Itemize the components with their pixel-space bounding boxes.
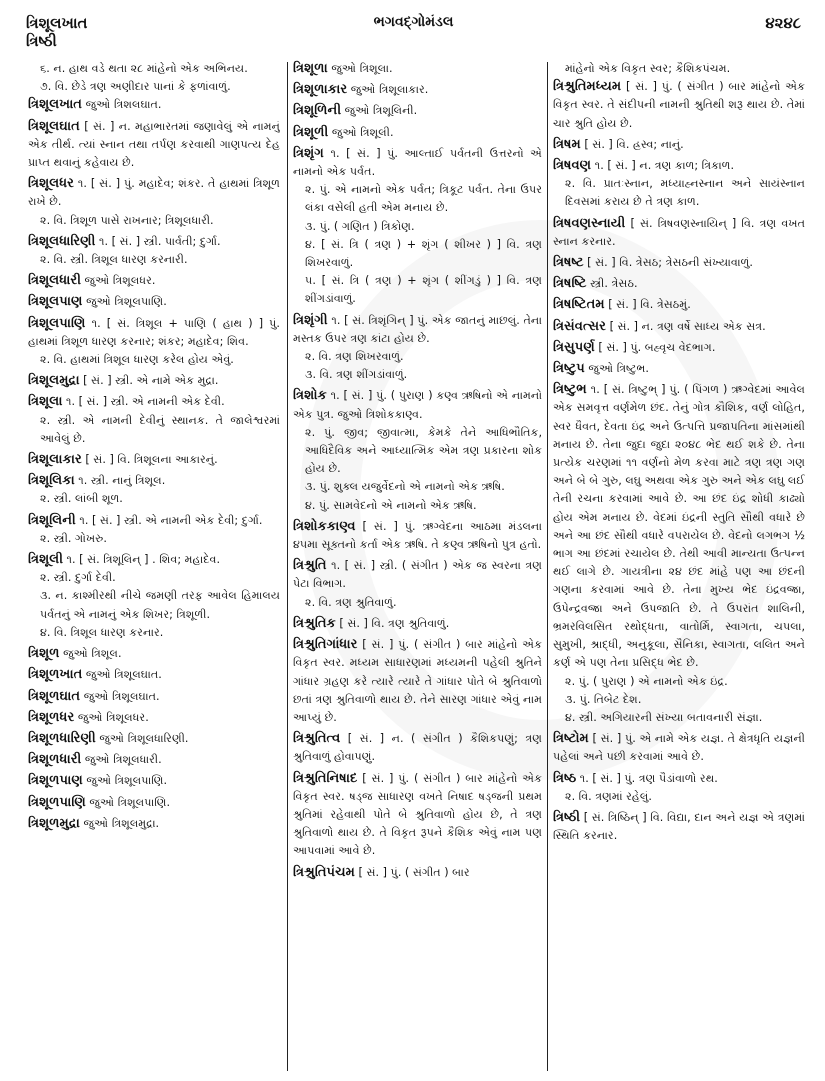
definition: જુઓ ત્રિશૂલધારી. — [81, 753, 162, 767]
dictionary-entry — [553, 730, 805, 766]
dictionary-entry — [293, 864, 542, 882]
headword: ત્રિશૂળી — [293, 124, 329, 140]
definition: જુઓ ત્રિશૂલા. — [327, 62, 393, 75]
headword: ત્રિશ્રુતિમધ્યમ — [553, 79, 622, 95]
dictionary-entry — [28, 451, 280, 469]
entry-first-line — [553, 254, 805, 272]
headword: ત્રિશૂળપાણિ — [28, 794, 86, 810]
dictionary-entry — [293, 124, 542, 142]
definition: [ સં. ] ન. ( સંગીત ) કૈશિકપણું; ત્રણ શ્રુતિવાળું હોવાપણું. — [293, 732, 542, 764]
definition: ૧. સ્ત્રી. નાનું ત્રિશૂલ. — [74, 474, 166, 488]
dictionary-entry — [553, 275, 805, 293]
dictionary-entry — [553, 318, 805, 336]
dictionary-entry — [28, 472, 280, 508]
definition: [ સં. ] વિ. ત્રેસઠમું. — [604, 298, 691, 312]
entry-first-line — [28, 512, 280, 530]
definition: ૧. [ સં. ] પું. આલ્તાઈ પર્વતની ઉત્તરનો એ નામનો એક પર્વત. — [293, 146, 542, 179]
definition: ૧. [ સં. ] સ્ત્રી. ( સંગીત ) એક જ સ્વરના ત્રણ પેટા વિભાગ. — [293, 559, 542, 591]
entry-first-line — [28, 666, 280, 684]
entry-first-line — [553, 339, 805, 357]
entry-first-line — [28, 451, 280, 469]
headword: ત્રિશૂલપાણિ — [28, 315, 86, 331]
sub-sense: ૨. સ્ત્રી. દુર્ગા દેવી. — [40, 571, 116, 585]
entry-first-line — [553, 381, 805, 672]
entry-first-line — [28, 393, 280, 411]
dictionary-entry — [293, 145, 542, 309]
dictionary-entry — [28, 751, 280, 769]
dictionary-entry — [553, 381, 805, 727]
definition: ૧. [ સં. ] પું. ( પુરાણ ) કણ્વ ઋષિનો એ નામનો એક પુત્ર. જુઓ ત્રિશોકકાણ્વ. — [293, 389, 542, 421]
sub-sense: ૪. પું. સામવેદનો એ નામનો એક ઋષિ. — [305, 498, 477, 512]
entry-first-line — [293, 145, 542, 181]
dictionary-entry — [293, 60, 542, 78]
headword: ત્રિશૂળિની — [293, 103, 342, 119]
headword: ત્રિષષ્ટિતમ — [553, 297, 605, 313]
definition: ૧. [ સં. ત્રિષ્ટુભ્ ] પું. ( પિંગળ ) ઋગ્વેદમાં આવેલ એક સમવૃત્ત વર્ણમેળ છંદ. તેનું ગોત્ર કૌશિક, વર્ણ લોહિત, સ્વર ધૈવત, દેવતા ઇંદ્ર અને ઉત્પત્તિ પ્રજાપતિના માંસમાંથી મનાય છે. તેના જુદા જુદા ૨૦૪૮ ભેદ થઈ શકે છે. તેના પ્રત્યેક ચરણમાં ૧૧ વર્ણનો મેળ કરવા માટે ત્રણ ત્રણ ગણ અને બે બે ગુરુ, લઘુ અથવા એક ગુરુ અને એક લઘુ લઈ તેની રચના કરવામાં આવે છે. આ છંદ ઇંદ્ર શોધી કાઢ્યો હોય એમ મનાય છે. વેદમાં ઇંદ્રની સ્તુતિ સૌથી વધારે છે અને આ છંદ સૌથી વધારે વપરાયેલ છે. વેદનો લગભગ ½ ભાગ આ છંદમાં રચાયેલ છે. તેથી આવી માન્યતા ઉત્પન્ન થઈ લાગે છે. ગાયત્રીના ૨૪ છંદ માંહે પણ આ છંદની ગણના કરવામાં આવે છે. તેના મુખ્ય ભેદ ઇંદ્રવજ્રા, ઉપેન્દ્રવજ્રા અને ઉપજાતિ છે. તે ઉપરાંત શાલિની, ભ્રમરવિલસિત રથોદ્ધતા, વાતોર્મિ, સ્વાગતા, ચપલા, સુમુખી, શ્રાદ્ધી, અનુકૂલા, સૈનિકા, સ્વાગતા, લલિત અને કર્ણ એ પણ તેના પ્રસિદ્ધ ભેદ છે. — [553, 383, 805, 670]
dictionary-entry — [293, 557, 542, 612]
dictionary-entry — [28, 512, 280, 548]
definition: જુઓ ત્રિશૂલપાણિ. — [82, 774, 168, 788]
entry-first-line — [28, 688, 280, 706]
entry-first-line — [28, 815, 280, 833]
headword: ત્રિશૂલા — [28, 394, 63, 410]
column-2 — [293, 60, 542, 1075]
sub-sense: ૩. વિ. ત્રણ શીંગડાંવાળું. — [305, 368, 408, 382]
definition: જુઓ ત્રિશૂલ. — [59, 647, 122, 661]
entry-first-line — [293, 615, 542, 633]
definition: ૧. [ સં. ત્રિશૂલ + પાણિ ( હાથ ) ] પું. હાથમાં ત્રિશૂળ ધારણ કરનાર; શંકર; મહાદેવ; શિવ. — [28, 316, 280, 348]
definition: જુઓ ત્રિશૂલધર. — [80, 274, 156, 288]
dictionary-entry — [293, 81, 542, 99]
dictionary-entry — [28, 233, 280, 269]
sub-sense: ૩. પું. તિબેટ દેશ. — [565, 692, 642, 706]
dictionary-entry — [28, 772, 280, 790]
sub-sense: ૪. [ સં. ત્રિ ( ત્રણ ) + શૃંગ ( શીખર ) ] વિ. ત્રણ શિખરવાળું. — [305, 237, 542, 270]
page-number: ૪૨૪૮ — [765, 14, 801, 32]
definition: [ સં. ] પું. ( સંગીત ) બાર — [354, 865, 470, 879]
dictionary-entry — [553, 339, 805, 357]
entry-first-line — [553, 157, 805, 175]
entry-first-line — [293, 730, 542, 766]
entry-first-line — [553, 318, 805, 336]
definition: [ સં. ] પું. ( સંગીત ) બાર માંહેનો એક વિકૃત સ્વર. ષડ્જ સાધારણ વખતે નિષાદ ષડ્જની પ્રથમ શ્રુતિમાં રહેવાથી પોતે બે શ્રુતિવાળો હોય છે, તે ત્રણ શ્રુતિવાળો થાય છે. તે વિકૃત રૂપને કૈશિક એવું નામ પણ આપવામાં આવે છે. — [293, 771, 542, 858]
headword: ત્રિશોક — [293, 388, 327, 404]
definition: [ સં. ] વિ. ત્રણ શ્રુતિવાળું. — [335, 616, 450, 630]
definition: ૧. [ સં. ] ન. ત્રણ કાળ; ત્રિકાળ. — [591, 159, 735, 173]
continued-sense: ૬. ન. હાથ વડે થતા ૨૮ માંહેનો એક અભિનય. — [40, 62, 248, 75]
entry-first-line — [28, 315, 280, 351]
sub-sense: ૨. વિ. હાથમાં ત્રિશૂલ ધારણ કરેલ હોય એવું. — [40, 353, 234, 367]
entry-first-line — [293, 387, 542, 423]
definition: ૧. [ સં. ત્રિશૂલિન્ ] . શિવ; મહાદેવ. — [63, 553, 221, 567]
headword: ત્રિશૂલિની — [28, 512, 76, 528]
entry-first-line — [28, 709, 280, 727]
definition: [ સં. ] પું. ઋગ્વેદના આઠમા મંડલના ૪૫મા સૂક્તનો કર્તા એક ઋષિ. તે કણ્વ ઋષિનો પુત્ર હતો. — [293, 519, 542, 552]
dictionary-entry — [28, 315, 280, 370]
definition: જુઓ ત્રિષ્ટુભ. — [584, 362, 649, 376]
headword: ત્રિશોકકાણ્વ — [293, 518, 356, 534]
headword: ત્રિસુપર્ણ — [553, 339, 595, 355]
entry-first-line — [293, 770, 542, 861]
definition: જુઓ ત્રિશૂલાકાર. — [347, 83, 429, 97]
dictionary-entry — [553, 254, 805, 272]
dictionary-entry — [28, 666, 280, 684]
dictionary-entry — [293, 518, 542, 554]
dictionary-entry — [28, 393, 280, 448]
entry-first-line — [28, 272, 280, 290]
headword: ત્રિશૂલધારી — [28, 273, 81, 289]
headword: ત્રિશૂલધર — [28, 176, 74, 192]
dictionary-entry — [28, 96, 280, 114]
headword: ત્રિશ્રુતિ — [293, 558, 327, 574]
entry-first-line — [28, 645, 280, 663]
definition: [ સં. ] પું. બહ્વૃચ વેદભાગ. — [594, 340, 716, 354]
sub-sense: ૨. સ્ત્રી. ગોખરુ. — [40, 531, 107, 545]
headword: ત્રિષષ્ટ — [553, 255, 584, 271]
definition: [ સં. ] પું. ( સંગીત ) બાર માંહેનો એક વિકૃત સ્વર. તે સંદીપની નામની શ્રુતિથી શરૂ થાય છે. તેમાં ચાર શ્રુતિ હોય છે. — [553, 80, 805, 130]
sub-sense: ૨. સ્ત્રી. લાંબી શૂળ. — [40, 492, 123, 506]
headword: ત્રિશૂળધારી — [28, 752, 82, 768]
sub-sense: ૨. વિ. સ્ત્રી. ત્રિશૂલ ધારણ કરનારી. — [40, 253, 188, 267]
headword: ત્રિશૂળઘાત — [28, 688, 81, 704]
entry-first-line — [28, 730, 280, 748]
definition: [ સં. ] પું. એ નામે એક યજ્ઞ. તે ક્ષેત્રધૃતિ યજ્ઞની પહેલાં અને પછી કરવામાં આવે છે. — [553, 732, 805, 764]
definition: [ સં. ત્રિષ્ઠિન્ ] વિ. વિદ્યા, દાન અને યજ્ઞ એ ત્રણમાં સ્થિતિ કરનાર. — [553, 810, 805, 843]
entry-first-line — [553, 215, 805, 251]
headword: ત્રિશૂળધારિણી — [28, 730, 96, 746]
sub-sense: ૨. સ્ત્રી. એ નામની દેવીનું સ્થાનક. તે જાલેશ્વરમાં આવેલું છે. — [40, 413, 280, 445]
dictionary-entry — [28, 293, 280, 311]
definition: [ સં. ] સ્ત્રી. એ નામે એક મુદ્રા. — [79, 374, 219, 388]
dictionary-entry — [293, 387, 542, 514]
dictionary-entry — [553, 215, 805, 251]
headword: ત્રિષ્ઠ — [553, 770, 577, 786]
dictionary-entry — [553, 809, 805, 845]
definition: [ સં. ] ન. મહાભારતમાં જણાવેલું એ નામનું એક તીર્થ. ત્યાં સ્નાન તથા તર્પણ કરવાથી ગાણપત્ય દેહ પ્રાપ્ત થવાનું કહેવાય છે. — [28, 119, 280, 170]
entry-first-line — [293, 60, 542, 78]
definition: ૧. [ સં. ] પું. મહાદેવ; શંકર. તે હાથમાં ત્રિશૂળ રાખે છે. — [28, 177, 280, 209]
headword: ત્રિશ્રુતિગાંધાર — [293, 637, 358, 653]
dictionary-entry — [28, 688, 280, 706]
definition: [ સં. ] પું. ( સંગીત ) બાર માંહેનો એક વિકૃત સ્વર. મધ્યમ સાધારણમાં મધ્યમની પહેલી શ્રુતિને ગાંધાર ગ્રહણ કરે ત્યારે ત્યારે તે ગાંધાર પોતે બે શ્રુતિવાળો છતાં ત્રણ શ્રુતિવાળો થાય છે. તેને સારણ ગાંધાર એવું નામ આપ્યું છે. — [293, 638, 542, 724]
headword: ત્રિશ્રુતિનિષાદ — [293, 770, 358, 786]
headword: ત્રિશૂલમુદ્રા — [28, 373, 80, 389]
headword: ત્રિશૂળખાત — [28, 667, 83, 683]
headword: ત્રિશૂળપાણ — [28, 773, 83, 789]
definition: [ સં. ] વિ. ત્રિશૂલના આકારનું. — [81, 453, 218, 467]
sub-sense: ૫. [ સં. ત્રિ ( ત્રણ ) + શૃંગ ( શીંગડું ) ] વિ. ત્રણ શીંગડાંવાળું. — [305, 274, 542, 306]
sub-sense: ૩. પું. ( ગણિત ) ત્રિકોણ. — [305, 219, 415, 233]
column-divider — [287, 62, 288, 1071]
sub-sense: ૨. પું. જીવ; જીવાત્મા, કેમકે તેને આધિભૌતિક, આધિદૈવિક અને આધ્યાત્મિક એમ ત્રણ પ્રકારના શોક હોય છે. — [305, 425, 542, 476]
definition: જુઓ ત્રિશૂલધર. — [74, 710, 149, 724]
entry-first-line — [28, 118, 280, 173]
dictionary-entry — [553, 770, 805, 806]
dictionary-entry — [293, 615, 542, 633]
dictionary-entry — [28, 645, 280, 663]
sub-sense: ૨. વિ. ત્રણમાં રહેલું. — [565, 789, 652, 803]
headword: ત્રિશૂલપાણ — [28, 294, 83, 310]
dictionary-entry — [293, 770, 542, 861]
entry-first-line — [28, 96, 280, 114]
headword: ત્રિશૂલધારિણી — [28, 233, 96, 249]
entry-first-line — [553, 296, 805, 314]
sub-sense: ૨. પું. એ નામનો એક પર્વત; ત્રિકૂટ પર્વત. તેના ઉપર લંકા વસેલી હતી એમ મનાય છે. — [305, 183, 542, 215]
definition: જુઓ ત્રિશૂલપાણિ. — [85, 795, 171, 809]
definition: [ સં. ] વિ. હ્રસ્વ; નાનું. — [580, 137, 684, 151]
entry-first-line — [293, 636, 542, 727]
entry-first-line — [28, 233, 280, 251]
headword: ત્રિશૂળાકાર — [293, 82, 348, 98]
entry-first-line — [553, 770, 805, 788]
definition: જુઓ ત્રિશૂલઘાત. — [82, 668, 162, 682]
headword: ત્રિષષ્ટિ — [553, 276, 587, 292]
sub-sense: ૩. પું. શુક્લ યજુર્વેદનો એ નામનો એક ઋષિ. — [305, 480, 505, 494]
first-guide-word: ત્રિશૂલખાત — [26, 14, 88, 32]
last-guide-word: ત્રિષ્ઠી — [26, 32, 57, 50]
dictionary-entry — [28, 815, 280, 833]
entry-first-line — [293, 518, 542, 554]
headword: ત્રિશૂલખાત — [28, 97, 83, 113]
entry-first-line — [28, 751, 280, 769]
definition: જુઓ ત્રિશૂલધારિણી. — [95, 731, 189, 745]
entry-first-line — [28, 175, 280, 211]
dictionary-entry — [28, 551, 280, 642]
sub-sense: ૨. વિ. પ્રાતઃસ્નાન, મધ્યાહ્નસ્નાન અને સાયંસ્નાન દિવસમાં કરાય છે તે ત્રણ કાળ. — [565, 177, 805, 209]
dictionary-entry — [293, 730, 542, 766]
definition: સ્ત્રી. ત્રેસઠ. — [586, 277, 638, 291]
page-header — [26, 14, 801, 54]
entry-first-line — [293, 124, 542, 142]
entry-first-line — [28, 772, 280, 790]
entry-first-line — [293, 557, 542, 593]
dictionary-entry — [553, 296, 805, 314]
entry-first-line — [28, 372, 280, 390]
dictionary-entry — [28, 118, 280, 173]
headword: ત્રિષ્ઠી — [553, 809, 581, 825]
definition: જુઓ ત્રિશૂલપાણિ. — [82, 295, 167, 309]
dictionary-entry — [293, 102, 542, 120]
headword: ત્રિશ્રુતિપંચમ — [293, 864, 355, 880]
definition: જુઓ ત્રિશૂલી. — [328, 125, 394, 139]
dictionary-entry — [28, 372, 280, 390]
definition: [ સં. ત્રિષવણસ્નાયિન્ ] વિ. ત્રણ વખત સ્નાન કરનાર. — [553, 216, 805, 248]
sub-sense: ૨. વિ. ત્રિશૂળ પાસે રાખનાર; ત્રિશૂલધારી. — [40, 213, 214, 227]
definition: જુઓ ત્રિશૂલમુદ્રા. — [79, 816, 160, 830]
dictionary-entry — [293, 312, 542, 385]
headword: ત્રિશૂળમુદ્રા — [28, 815, 80, 831]
headword: ત્રિષ્ટુભ — [553, 382, 587, 398]
dictionary-entry — [28, 175, 280, 230]
definition: ૧. [ સં. ] સ્ત્રી. એ નામની એક દેવી; દુર્ગા. — [75, 513, 263, 527]
definition: ૧. [ સં. ત્રિશૃંગિન્ ] પું. એક જાતનું માછલું. તેના મસ્તક ઉપર ત્રણ કાંટા હોય છે. — [293, 313, 542, 345]
sub-sense: ૪. વિ. ત્રિશૂલ ધારણ કરનાર. — [40, 625, 164, 639]
headword: ત્રિશૂળા — [293, 61, 328, 76]
headword: ત્રિષ્ટોમ — [553, 731, 589, 747]
dictionary-entry — [553, 78, 805, 133]
entry-first-line — [293, 81, 542, 99]
definition: ૧. [ સં. ] પું. ત્રણ પૈડાંવાળો રથ. — [576, 771, 718, 785]
definition: [ સં. ] ન. ત્રણ વર્ષે સાધ્ય એક સત્ર. — [606, 319, 766, 333]
headword: ત્રિશૂલી — [28, 552, 63, 568]
sub-sense: ૨. વિ. ત્રણ શિખરવાળું. — [305, 350, 404, 364]
headword: ત્રિષવણ — [553, 158, 592, 174]
entry-first-line — [553, 730, 805, 766]
headword: ત્રિશૂળ — [28, 646, 60, 662]
continued-sense: માંહેનો એક વિકૃત સ્વર; કૈશિકપંચમ. — [565, 62, 731, 75]
definition: ૧. [ સં. ] સ્ત્રી. પાર્વતી; દુર્ગા. — [95, 234, 221, 248]
sub-sense: ૨. પું. ( પુરાણ ) એ નામનો એક ઇંદ્ર. — [565, 674, 728, 688]
dictionary-entry — [28, 730, 280, 748]
entry-first-line — [553, 809, 805, 845]
entry-first-line — [553, 360, 805, 378]
headword: ત્રિષવણસ્નાયી — [553, 215, 626, 231]
headword: ત્રિશ્રુતિક — [293, 615, 336, 631]
dictionary-entry — [28, 709, 280, 727]
column-3 — [553, 60, 805, 1075]
column-divider — [547, 62, 548, 1071]
continued-sense: ૭. વિ. છેડે ત્રણ અણીદાર પાનાં કે ફળાંવાળું. — [40, 80, 231, 94]
dictionary-entry — [293, 636, 542, 727]
dictionary-entry — [553, 136, 805, 154]
headword: ત્રિષ્ટુપ — [553, 361, 585, 377]
definition: [ સં. ] વિ. ત્રેસઠ; ત્રેસઠની સંખ્યાવાળું. — [583, 256, 753, 270]
definition: જુઓ ત્રિશૂલઘાત. — [80, 689, 160, 703]
headword: ત્રિષમ — [553, 136, 581, 152]
entry-first-line — [553, 78, 805, 133]
dictionary-entry — [28, 794, 280, 812]
definition: ૧. [ સં. ] સ્ત્રી. એ નામની એક દેવી. — [62, 395, 225, 409]
sub-sense: ૩. ન. કાશ્મીરથી નીચે જમણી તરફ આવેલ હિમાલય પર્વતનું એ નામનું એક શિખર; ત્રિશૂળી. — [40, 589, 280, 621]
definition: જુઓ ત્રિશૂલિની. — [341, 104, 418, 118]
entry-first-line — [28, 472, 280, 490]
column-1 — [28, 60, 280, 1075]
entry-first-line — [293, 102, 542, 120]
headword: ત્રિશૂલઘાત — [28, 118, 80, 134]
definition: જુઓ ત્રિશલઘાત. — [82, 98, 162, 112]
headword: ત્રિશૃંગ — [293, 145, 324, 161]
entry-first-line — [553, 275, 805, 293]
headword: ત્રિશૂલિકા — [28, 473, 75, 489]
headword: ત્રિશ્રુતિત્વ — [293, 731, 341, 747]
dictionary-entry — [28, 272, 280, 290]
headword: ત્રિશૃંગી — [293, 312, 328, 328]
sub-sense: ૨. વિ. ત્રણ શ્રુતિવાળું. — [305, 595, 397, 609]
entry-first-line — [293, 864, 542, 882]
headword: ત્રિશૂલાકાર — [28, 452, 82, 468]
entry-first-line — [553, 136, 805, 154]
dictionary-entry — [553, 360, 805, 378]
dictionary-entry — [553, 157, 805, 212]
headword: ત્રિસંવત્સર — [553, 318, 607, 334]
sub-sense: ૪. સ્ત્રી. અગિયારની સંખ્યા બતાવનારી સંજ્ઞા. — [565, 710, 763, 724]
entry-first-line — [28, 551, 280, 569]
headword: ત્રિશૂળધર — [28, 709, 75, 725]
entry-first-line — [28, 794, 280, 812]
book-title: ભગવદ્ગોમંડલ — [373, 14, 454, 30]
entry-first-line — [293, 312, 542, 348]
entry-first-line — [28, 293, 280, 311]
